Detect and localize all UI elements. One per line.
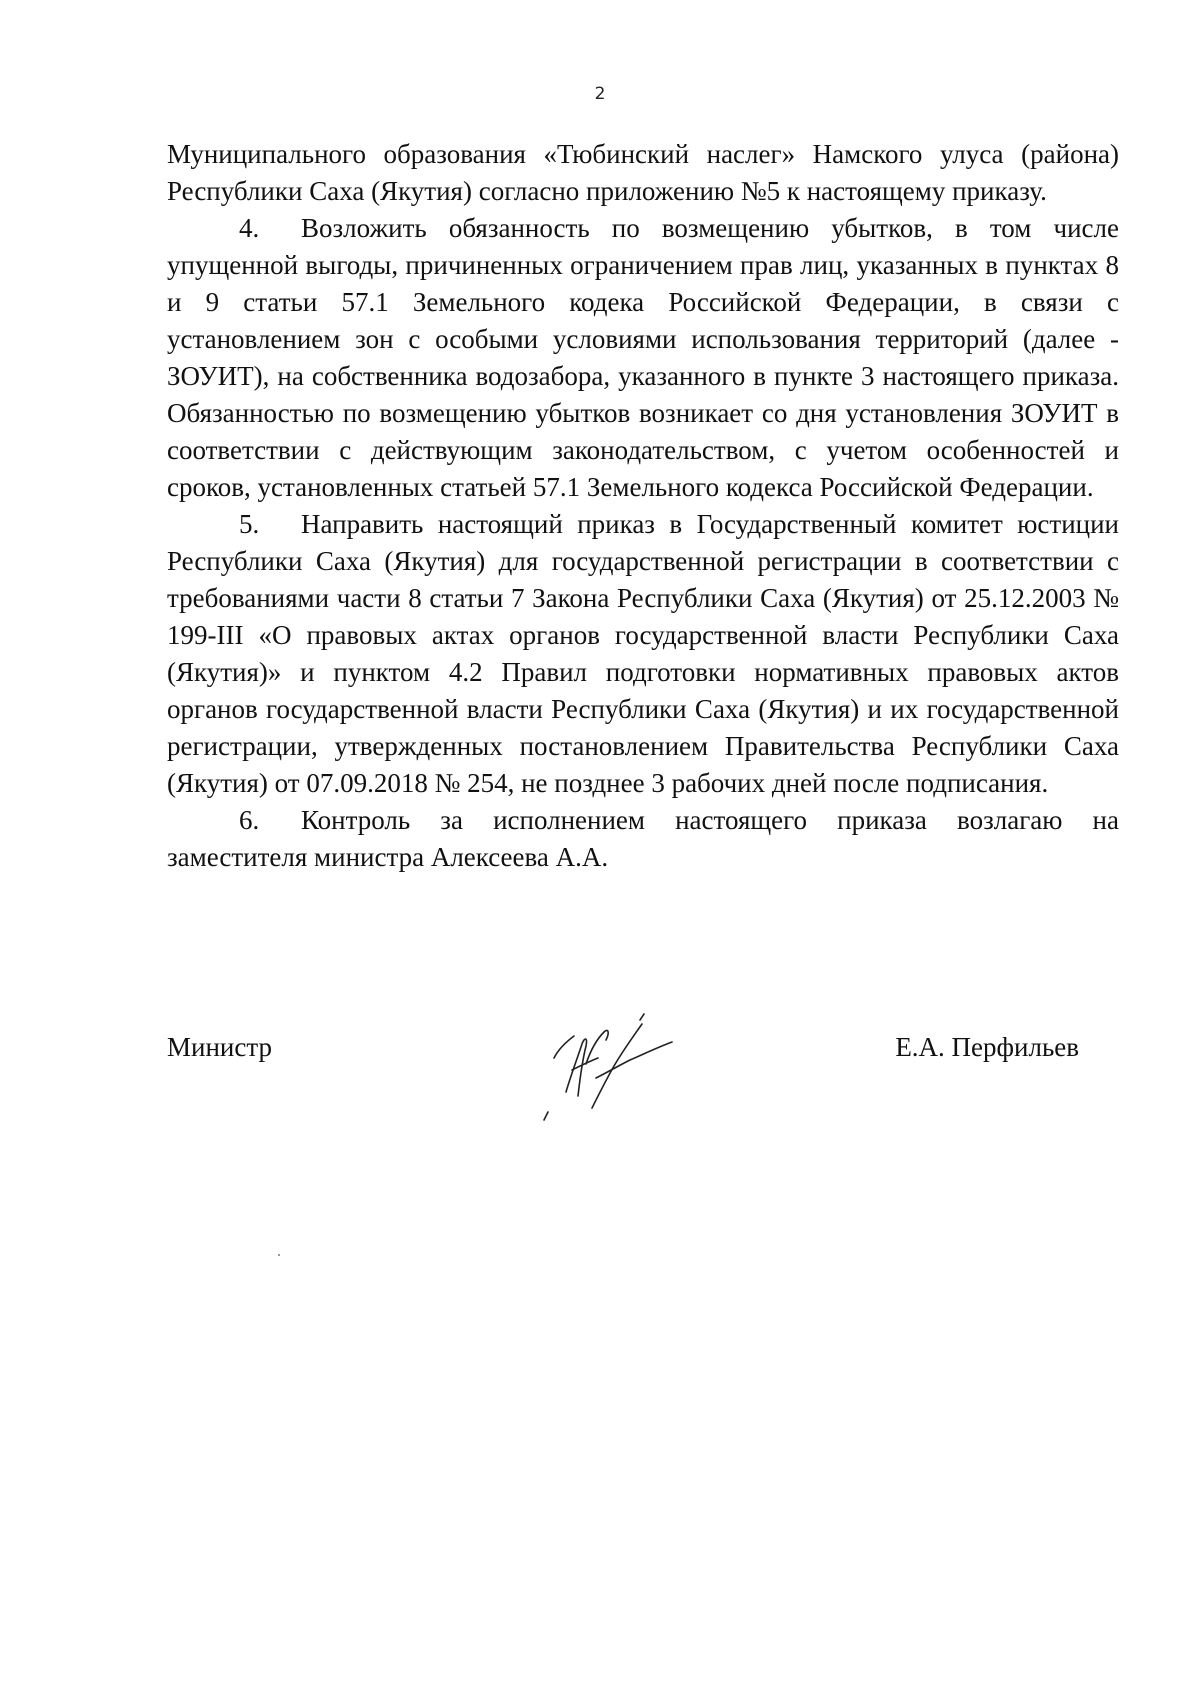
- clause-6: [167, 802, 1119, 876]
- clause-4: [167, 210, 1119, 506]
- signer-title: Министр: [167, 1032, 272, 1062]
- clause-number: 5.: [239, 509, 260, 539]
- scan-dot: [278, 1254, 280, 1256]
- clause-number: 6.: [239, 805, 260, 835]
- clause-number: 4.: [239, 213, 260, 243]
- clause-text: Контроль за исполнением настоящего приказа возлагаю на заместителя министра Алексеева А.А.: [167, 805, 1119, 872]
- handwritten-signature-icon: [522, 1000, 682, 1140]
- clause-5: [167, 506, 1119, 802]
- page-number: 2: [594, 84, 606, 104]
- signature-block: [167, 1020, 1119, 1160]
- clause-text: Направить настоящий приказ в Государственный комитет юстиции Республики Саха (Якутия) для государственной регистрации в соответствии с требованиями части 8 статьи 7 Закона Республики Саха (Якутия) от 25.12.2003 № 199-III «О правовых актах органов государственной власти Республики Саха (Якутия)» и пунктом 4.2 Правил подготовки нормативных правовых актов органов государственной власти Республики Саха (Якутия) и их государственной регистрации, утвержденных постановлением Правительства Республики Саха (Якутия) от 07.09.2018 № 254, не позднее 3 рабочих дней после подписания.: [167, 509, 1119, 798]
- signer-name: Е.А. Перфильев: [895, 1032, 1079, 1062]
- clause-text: Возложить обязанность по возмещению убытков, в том числе упущенной выгоды, причиненных ограничением прав лиц, указанных в пунктах 8 и 9 статьи 57.1 Земельного кодека Российской Федерации, в связи с установлением зон с особыми условиями использования территорий (далее - ЗОУИТ), на собственника водозабора, указанного в пункте 3 настоящего приказа. Обязанностью по возмещению убытков возникает со дня установления ЗОУИТ в соответствии с действующим законодательством, с учетом особенностей и сроков, установленных статьей 57.1 Земельного кодекса Российской Федерации.: [167, 213, 1119, 502]
- document-body: [167, 136, 1119, 876]
- continuation-paragraph: Муниципального образования «Тюбинский наслег» Намского улуса (района) Республики Саха (Якутия) согласно приложению №5 к настоящему приказу.: [167, 139, 1119, 206]
